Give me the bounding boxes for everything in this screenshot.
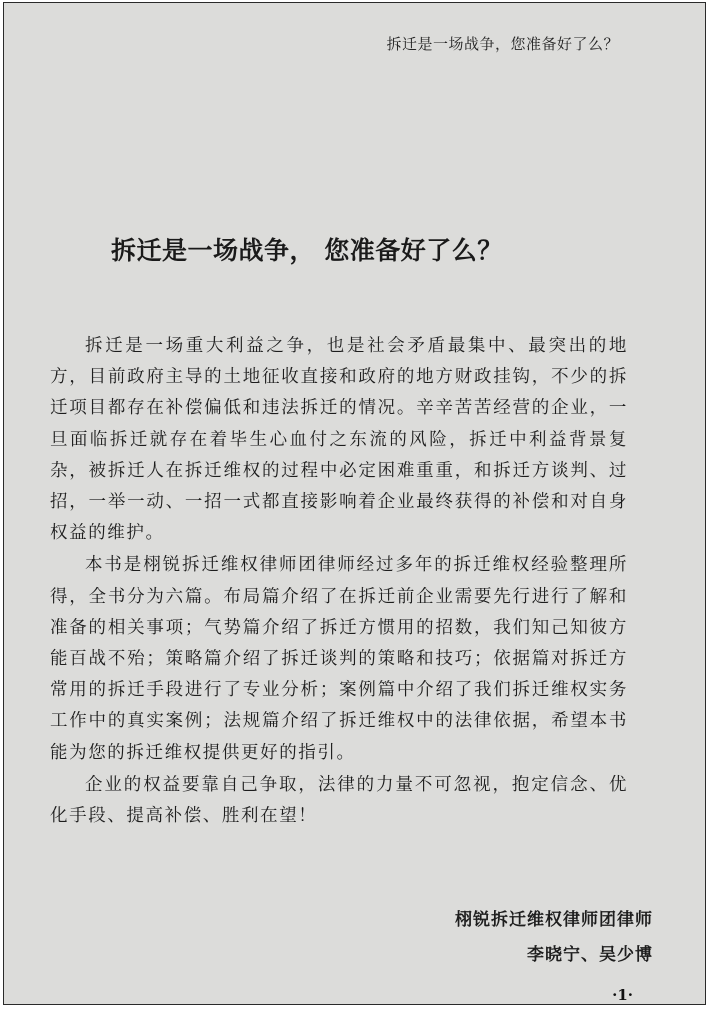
paragraph: 企业的权益要靠自己争取，法律的力量不可忽视，抱定信念、优化手段、提高补偿、胜利在望！ [50, 774, 628, 827]
signature-org: 栩锐拆迁维权律师团律师 [455, 910, 653, 930]
page-title: 拆迁是一场战争， 您准备好了么？ [111, 236, 503, 265]
page-number: ·1· [612, 986, 633, 1004]
paragraph: 拆迁是一场重大利益之争，也是社会矛盾最集中、最突出的地方，目前政府主导的土地征收直接和政府的地方财政挂钩，不少的拆迁项目都存在补偿偏低和违法拆迁的情况。辛辛苦苦经营的企业，一旦面临拆迁就存在着毕生心血付之东流的风险，拆迁中利益背景复杂，被拆迁人在拆迁维权的过程中必定困难重重，和拆迁方谈判、过招，一举一动、一招一式都直接影响着企业最终获得的补偿和对自身权益的维护。 [50, 336, 628, 544]
signature [455, 903, 653, 973]
body-text [50, 331, 628, 833]
paragraph: 本书是栩锐拆迁维权律师团律师经过多年的拆迁维权经验整理所得，全书分为六篇。布局篇介绍了在拆迁前企业需要先行进行了解和准备的相关事项；气势篇介绍了拆迁方惯用的招数，我们知己知彼方能百战不殆；策略篇介绍了拆迁谈判的策略和技巧；依据篇对拆迁方常用的拆迁手段进行了专业分析；案例篇中介绍了我们拆迁维权实务工作中的真实案例；法规篇介绍了拆迁维权中的法律依据，希望本书能为您的拆迁维权提供更好的指引。 [50, 555, 628, 763]
book-page [3, 2, 706, 1005]
running-header: 拆迁是一场战争，您准备好了么？ [386, 35, 619, 53]
signature-names: 李晓宁、吴少博 [527, 945, 653, 965]
